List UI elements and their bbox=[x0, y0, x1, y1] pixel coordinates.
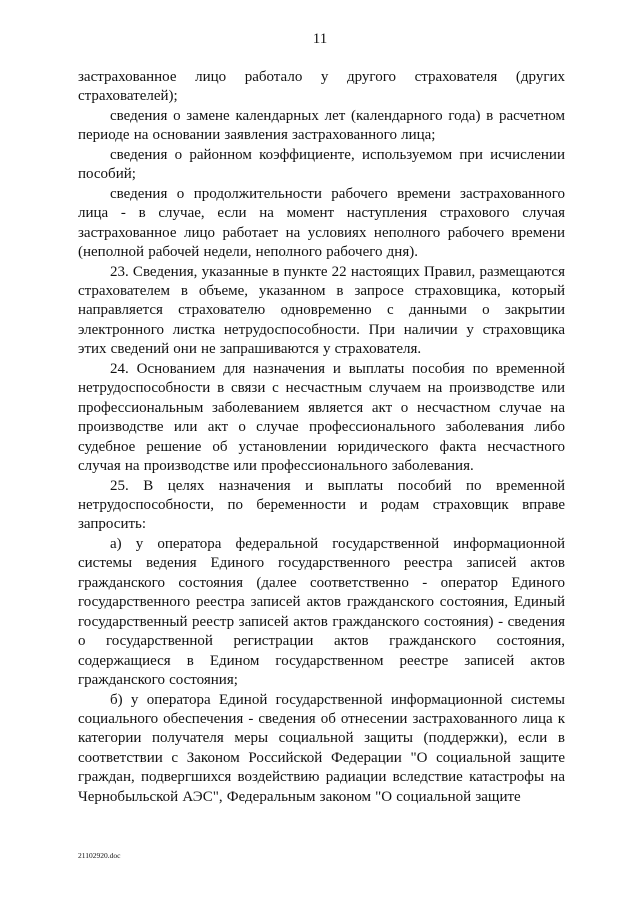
paragraph-4: сведения о продолжительности рабочего времени застрахованного лица - в случае, если на момент наступления страхового случая застрахованное лицо работает на условиях неполного рабочего времени (неполной рабочей недели, неполного рабочего дня). bbox=[78, 185, 565, 261]
paragraph-item-23: 23. Сведения, указанные в пункте 22 настоящих Правил, размещаются страхователем в объеме, указанном в запросе страховщика, который направляется страхователю одновременно с данными о закрытии электронного листка нетрудоспособности. При наличии у страховщика этих сведений они не запрашиваются у страхователя. bbox=[78, 263, 565, 358]
paragraph-2: сведения о замене календарных лет (календарного года) в расчетном периоде на основании заявления застрахованного лица; bbox=[78, 107, 565, 144]
paragraph-3: сведения о районном коэффициенте, используемом при исчислении пособий; bbox=[78, 146, 565, 183]
page-number: 11 bbox=[312, 31, 328, 47]
paragraph-1: застрахованное лицо работало у другого страхователя (других страхователей); bbox=[78, 69, 565, 105]
paragraph-subitem-a: а) у оператора федеральной государственной информационной системы ведения Единого государственного реестра записей актов гражданского состояния (далее соответственно - оператор Единого государственного реестра записей актов гражданского состояния, Единый государственный реестр записей актов гражданского состояния) - сведения о государственной регистрации актов гражданского состояния, содержащиеся в Едином государственном реестре записей актов гражданского состояния; bbox=[78, 535, 565, 689]
document-body bbox=[78, 68, 565, 807]
paragraph-item-24: 24. Основанием для назначения и выплаты пособия по временной нетрудоспособности в связи с несчастным случаем на производстве или профессиональным заболеванием является акт о несчастном случае на производстве или акт о случае профессионального заболевания либо судебное решение об установлении юридического факта несчастного случая на производстве или профессионального заболевания. bbox=[78, 360, 565, 475]
paragraph-subitem-b: б) у оператора Единой государственной информационной системы социального обеспечения - сведения об отнесении застрахованного лица к категории получателя меры социальной защиты (поддержки), если в соответствии с Законом Российской Федерации "О социальной защите граждан, подвергшихся воздействию радиации вследствие катастрофы на Чернобыльской АЭС", Федеральным законом "О социальной защите bbox=[78, 691, 565, 805]
document-filename: 21102920.doc bbox=[78, 851, 121, 860]
paragraph-item-25: 25. В целях назначения и выплаты пособий по временной нетрудоспособности, по беременности и родам страховщик вправе запросить: bbox=[78, 477, 565, 533]
